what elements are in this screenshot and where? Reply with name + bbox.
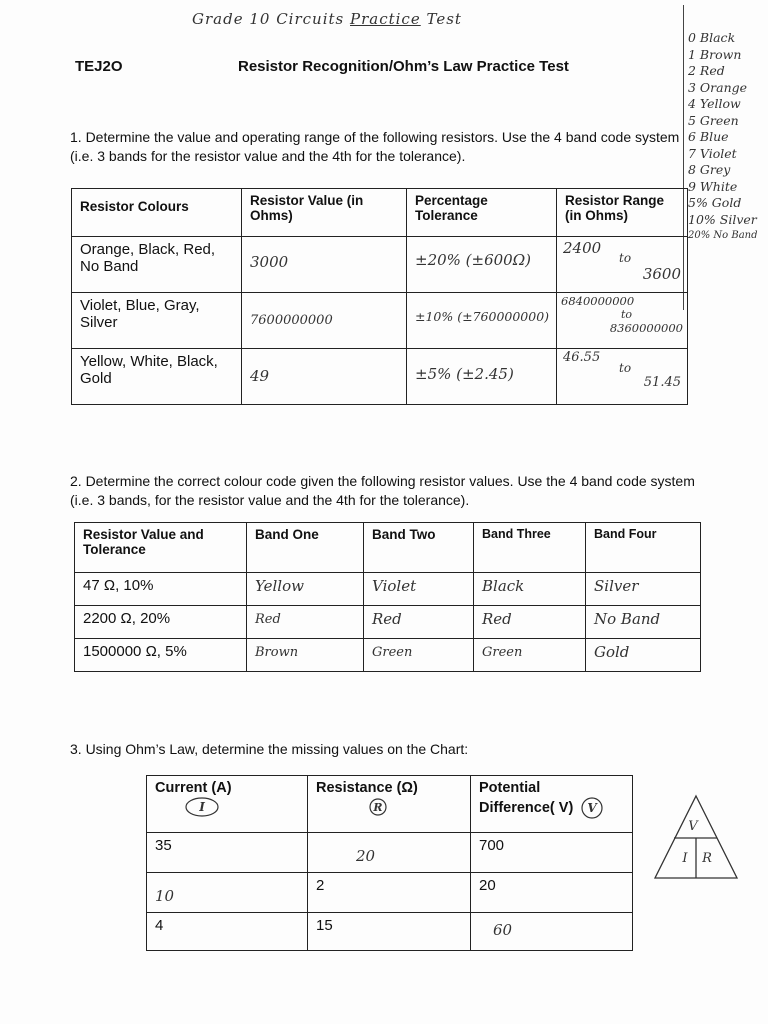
resistance-value: 2 [308,873,471,913]
column-header: Band One [247,523,364,573]
color-key-item: 20% No Band [688,230,758,241]
table-row [147,833,633,873]
table-row [75,639,701,672]
question-2-prompt: 2. Determine the correct colour code given the following resistor values. Use the 4 band code system (i.e. 3 bands, for the resistor value and the 4th for the tolerance). [70,473,695,508]
color-key-item: 8 Grey [688,162,731,177]
page-title: Resistor Recognition/Ohm’s Law Practice Test [238,58,569,75]
resistor-value: 3000 [242,237,407,293]
color-key-item: 6 Blue [688,129,729,144]
table-row [72,237,688,293]
color-key [688,30,758,245]
table-row [75,573,701,606]
triangle-v-label: V [688,819,698,834]
colour-code-table [74,522,701,672]
handwritten-title: Grade 10 Circuits Practice Test [192,10,462,28]
resistance-value: 15 [308,913,471,951]
column-header: Percentage Tolerance [407,189,557,237]
question-1-prompt: 1. Determine the value and operating range of the following resistors. Use the 4 band code system (i.e. 3 bands for the resistor value and the 4th for the tolerance). [70,129,680,164]
column-header: Resistor Value (in Ohms) [242,189,407,237]
table-header-row [75,523,701,573]
current-value: 10 [147,873,308,913]
resistor-colours: Orange, Black, Red, No Band [72,237,242,293]
color-key-item: 9 White [688,178,738,194]
band-four: Silver [586,573,701,606]
voltage-value: 60 [471,913,633,951]
svg-text:V: V [587,801,597,815]
band-three: Black [474,573,586,606]
color-key-item: 1 Brown [688,46,742,62]
resistor-value: 7600000000 [242,293,407,349]
resistor-colours: Yellow, White, Black, Gold [72,349,242,405]
column-header: Band Four [586,523,701,573]
current-value: 4 [147,913,308,951]
color-key-item: 10% Silver [688,211,757,227]
band-four: Gold [586,639,701,672]
voltage-value: 20 [471,873,633,913]
color-key-item: 5% Gold [688,195,742,210]
color-key-item: 0 Black [688,30,736,45]
column-header: Resistor Colours [72,189,242,237]
voltage-value: 700 [471,833,633,873]
band-three: Green [474,639,586,672]
resistor-range: 6840000000 to 8360000000 [557,293,688,349]
resistor-value: 47 Ω, 10% [75,573,247,606]
column-header: Band Two [364,523,474,573]
circled-r-icon [316,796,436,818]
resistor-value-table [71,188,688,405]
color-key-item: 5 Green [688,112,739,128]
ohms-law-table [146,775,633,951]
band-three: Red [474,606,586,639]
color-key-item: 3 Orange [688,79,748,95]
column-header: Resistor Range (in Ohms) [557,189,688,237]
table-row [75,606,701,639]
triangle-r-label: R [702,851,712,866]
band-one: Brown [247,639,364,672]
column-header: Band Three [474,523,586,573]
resistor-range: 46.55 to 51.45 [557,349,688,405]
band-four: No Band [586,606,701,639]
resistor-value: 1500000 Ω, 5% [75,639,247,672]
resistor-value: 49 [242,349,407,405]
band-one: Yellow [247,573,364,606]
column-header: Current (A) I [147,776,308,833]
question-3-prompt: 3. Using Ohm’s Law, determine the missing values on the Chart: [70,741,469,757]
table-row [72,293,688,349]
band-two: Violet [364,573,474,606]
resistance-value: 20 [308,833,471,873]
color-key-item: 4 Yellow [688,96,741,111]
column-header: Resistor Value and Tolerance [75,523,247,573]
table-row [147,913,633,951]
resistor-value: 2200 Ω, 20% [75,606,247,639]
svg-text:I: I [199,800,205,814]
circled-i-icon [155,796,275,818]
color-key-item: 7 Violet [688,145,737,161]
table-row [147,873,633,913]
column-header: Resistance (Ω) R [308,776,471,833]
triangle-i-label: I [682,851,688,866]
color-key-item: 2 Red [688,63,725,78]
course-code: TEJ2O [75,58,123,75]
table-header-row [147,776,633,833]
percentage-tolerance: ±5% (±2.45) [407,349,557,405]
resistor-colours: Violet, Blue, Gray, Silver [72,293,242,349]
ohms-law-triangle [651,792,741,884]
current-value: 35 [147,833,308,873]
resistor-range: 2400 to 3600 [557,237,688,293]
percentage-tolerance: ±20% (±600Ω) [407,237,557,293]
percentage-tolerance: ±10% (±760000000) [407,293,557,349]
band-two: Green [364,639,474,672]
column-header: Potential Difference( V) V [471,776,633,833]
band-two: Red [364,606,474,639]
band-one: Red [247,606,364,639]
table-row [72,349,688,405]
table-header-row [72,189,688,237]
svg-text:R: R [373,801,383,814]
circled-v-icon [579,796,605,820]
